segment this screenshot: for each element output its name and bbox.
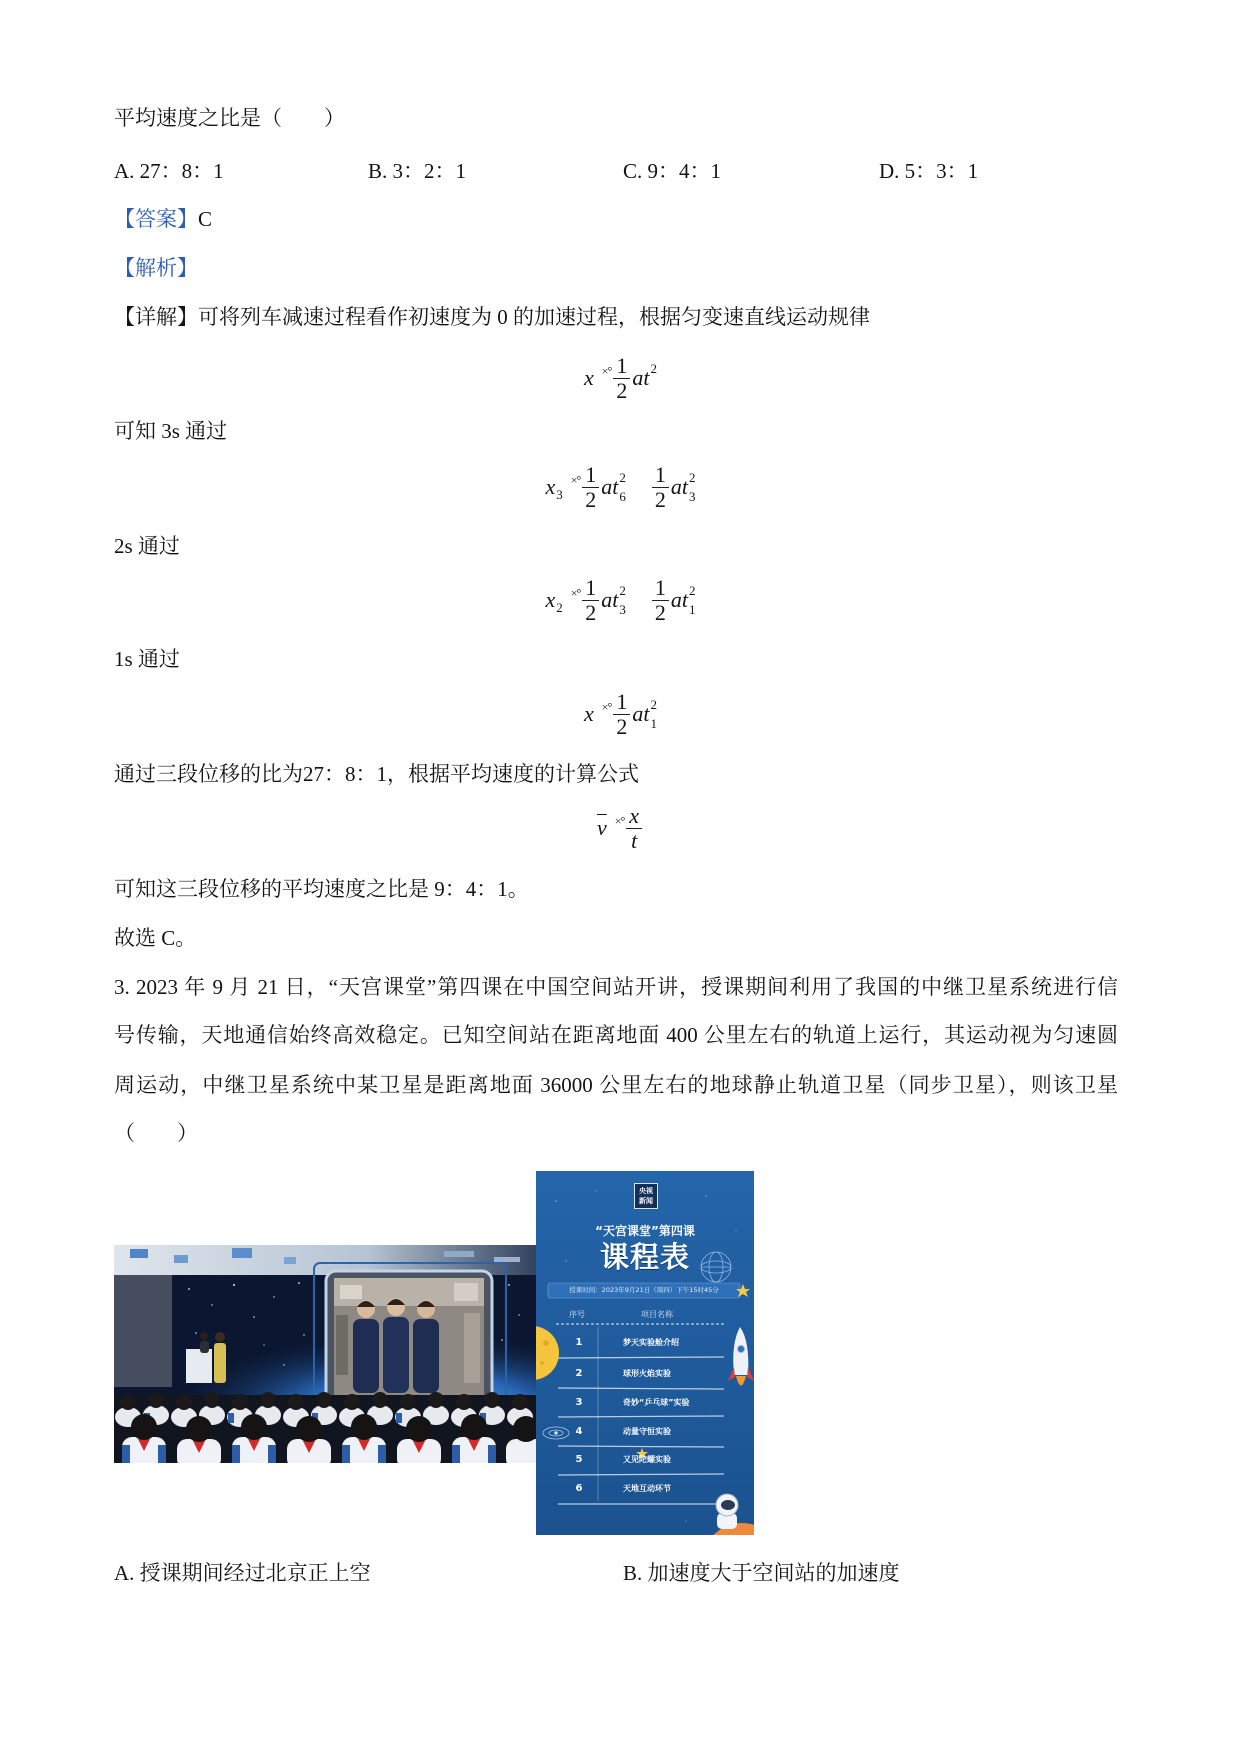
option-a: A. 27：8：1 [114, 159, 224, 183]
formula-lhs-subscript: 2 [556, 600, 563, 615]
formula-equals-glyph: ×° [570, 585, 581, 600]
formula-fraction [613, 690, 630, 739]
question3-line-3: 周运动，中继卫星系统中某卫星是距离地面 36000 公里左右的地球静止轨道卫星（同步卫星），则该卫星 [114, 1073, 1118, 1097]
schedule-row-name: 梦天实验舱介绍 [623, 1338, 679, 1347]
answer-tag: 【答案】 [114, 207, 198, 231]
fraction-denominator: 2 [585, 486, 597, 512]
formula-superscript: 2 [650, 697, 657, 712]
fraction-denominator: 2 [616, 713, 628, 739]
formula-fraction [582, 463, 599, 512]
poster-heading: 课程表 [599, 1240, 690, 1274]
formula-term-body: at [632, 701, 650, 726]
formula-term-body: at [601, 587, 619, 612]
column-header-number: 序号 [569, 1310, 585, 1319]
formula-subscript: 6 [619, 489, 626, 504]
detail-line [114, 303, 870, 331]
formula-subscript: 3 [689, 489, 696, 504]
fraction-denominator: 2 [654, 486, 666, 512]
choice-text: 故选 C。 [114, 926, 197, 950]
fraction-denominator: t [631, 827, 638, 853]
formula-equals-glyph: ×° [601, 699, 612, 714]
formula-lhs: x [545, 474, 556, 499]
detail-tag: 【详解】 [114, 305, 198, 329]
formula-subscript [650, 381, 657, 394]
classroom-photo [114, 1245, 536, 1463]
fraction-denominator: 2 [616, 377, 628, 403]
formula-fraction [613, 354, 630, 403]
question3-line-2: 号传输，天地通信始终高效稳定。已知空间站在距离地面 400 公里左右的轨道上运行，其运动视为匀速圆 [114, 1023, 1118, 1047]
column-header-name: 项目名称 [641, 1310, 673, 1319]
formula-lhs: x [584, 701, 594, 726]
fraction-denominator: 2 [654, 599, 666, 625]
option-b: B. 3：2：1 [368, 159, 467, 183]
formula-lhs: x [545, 587, 556, 612]
fraction-numerator: 1 [652, 576, 669, 601]
course-schedule-poster [536, 1171, 754, 1535]
schedule-row-number: 5 [575, 1454, 583, 1465]
formula-script [650, 698, 657, 730]
formula-superscript: 2 [619, 583, 626, 598]
fraction-numerator: x [626, 804, 642, 829]
step-2s-text: 2s 通过 [114, 534, 180, 558]
formula-x3 [0, 461, 1241, 513]
formula-equals-glyph: ×° [601, 363, 612, 378]
analysis-line [114, 254, 198, 282]
option-c: C. 9：4：1 [623, 159, 722, 183]
answer-line [114, 205, 212, 233]
fraction-numerator: 1 [582, 576, 599, 601]
formula-term-body: at [670, 474, 689, 499]
formula-term-body: at [632, 365, 650, 390]
formula-subscript: 3 [619, 602, 626, 617]
formula-script [619, 584, 626, 616]
conclusion-text: 可知这三段位移的平均速度之比是 9：4：1。 [114, 877, 529, 901]
schedule-row-number: 1 [575, 1337, 583, 1348]
answer-value: C [198, 207, 213, 231]
question3-option-a: A. 授课期间经过北京正上空 [114, 1561, 371, 1585]
fraction-numerator: 1 [652, 463, 669, 488]
logo-line-1: 央视 [639, 1187, 653, 1195]
formula-fraction [626, 804, 642, 853]
detail-text: 可将列车减速过程看作初速度为 0 的加速过程，根据匀变速直线运动规律 [198, 305, 870, 329]
formula-lhs: $\overline{v}$ [596, 815, 607, 840]
fraction-numerator: 1 [582, 463, 599, 488]
formula-fraction [582, 576, 599, 625]
fraction-denominator: 2 [585, 599, 597, 625]
schedule-row-name: 天地互动环节 [623, 1484, 671, 1493]
question3-blank: （ ） [114, 1121, 198, 1145]
fraction-numerator: 1 [613, 690, 630, 715]
formula-equals-glyph: ×° [570, 472, 581, 487]
formula-superscript: 2 [689, 470, 696, 485]
formula-displacement [0, 352, 1241, 404]
formula-superscript: 2 [650, 361, 657, 376]
formula-subscript: 1 [689, 602, 696, 617]
schedule-row-name: 动量守恒实验 [623, 1427, 671, 1436]
question-stem-end: 平均速度之比是（ ） [114, 106, 345, 130]
schedule-row-number: 6 [575, 1483, 583, 1494]
cctv-news-logo [634, 1183, 658, 1209]
question3-option-b: B. 加速度大于空间站的加速度 [623, 1561, 900, 1585]
schedule-row-name: 又见陀螺实验 [623, 1455, 671, 1464]
schedule-row-number: 2 [575, 1368, 583, 1379]
analysis-tag: 【解析】 [114, 256, 198, 280]
schedule-row-number: 4 [575, 1426, 583, 1437]
step-1s-text: 1s 通过 [114, 647, 180, 671]
formula-x2 [0, 574, 1241, 626]
schedule-row-name: 球形火焰实验 [623, 1369, 671, 1378]
formula-superscript: 2 [689, 583, 696, 598]
question3-line-1: 3. 2023 年 9 月 21 日，“天宫课堂”第四课在中国空间站开讲，授课期间利用了我国的中继卫星系统进行信 [114, 975, 1118, 999]
formula-average-velocity [0, 802, 1241, 854]
formula-script [689, 584, 696, 616]
formula-x1 [0, 688, 1241, 740]
formula-lhs: x [584, 365, 594, 390]
formula-lhs-subscript: 3 [556, 487, 563, 502]
student-audience [114, 1392, 536, 1463]
formula-script [619, 471, 626, 503]
option-d: D. 5：3：1 [879, 159, 979, 183]
formula-term-body: at [601, 474, 619, 499]
schedule-row-name: 奇妙“乒乓球”实验 [623, 1398, 690, 1407]
formula-superscript: 2 [619, 470, 626, 485]
formula-subscript: 1 [650, 716, 657, 731]
step-3s-text: 可知 3s 通过 [114, 419, 228, 443]
fraction-numerator: 1 [613, 354, 630, 379]
formula-fraction [652, 576, 669, 625]
formula-equals-glyph: ×° [614, 813, 625, 828]
formula-term-body: at [670, 587, 689, 612]
formula-fraction [652, 463, 669, 512]
logo-line-2: 新闻 [639, 1197, 653, 1205]
poster-time: 授课时间：2023年9月21日（周四）下午15时45分 [569, 1286, 719, 1294]
classroom-photo-svg [114, 1245, 536, 1463]
schedule-row-number: 3 [575, 1397, 583, 1408]
ratio-text: 通过三段位移的比为27：8：1，根据平均速度的计算公式 [114, 762, 639, 786]
formula-script [689, 471, 696, 503]
formula-script [650, 362, 657, 394]
poster-title: “天宫课堂”第四课 [595, 1224, 695, 1238]
